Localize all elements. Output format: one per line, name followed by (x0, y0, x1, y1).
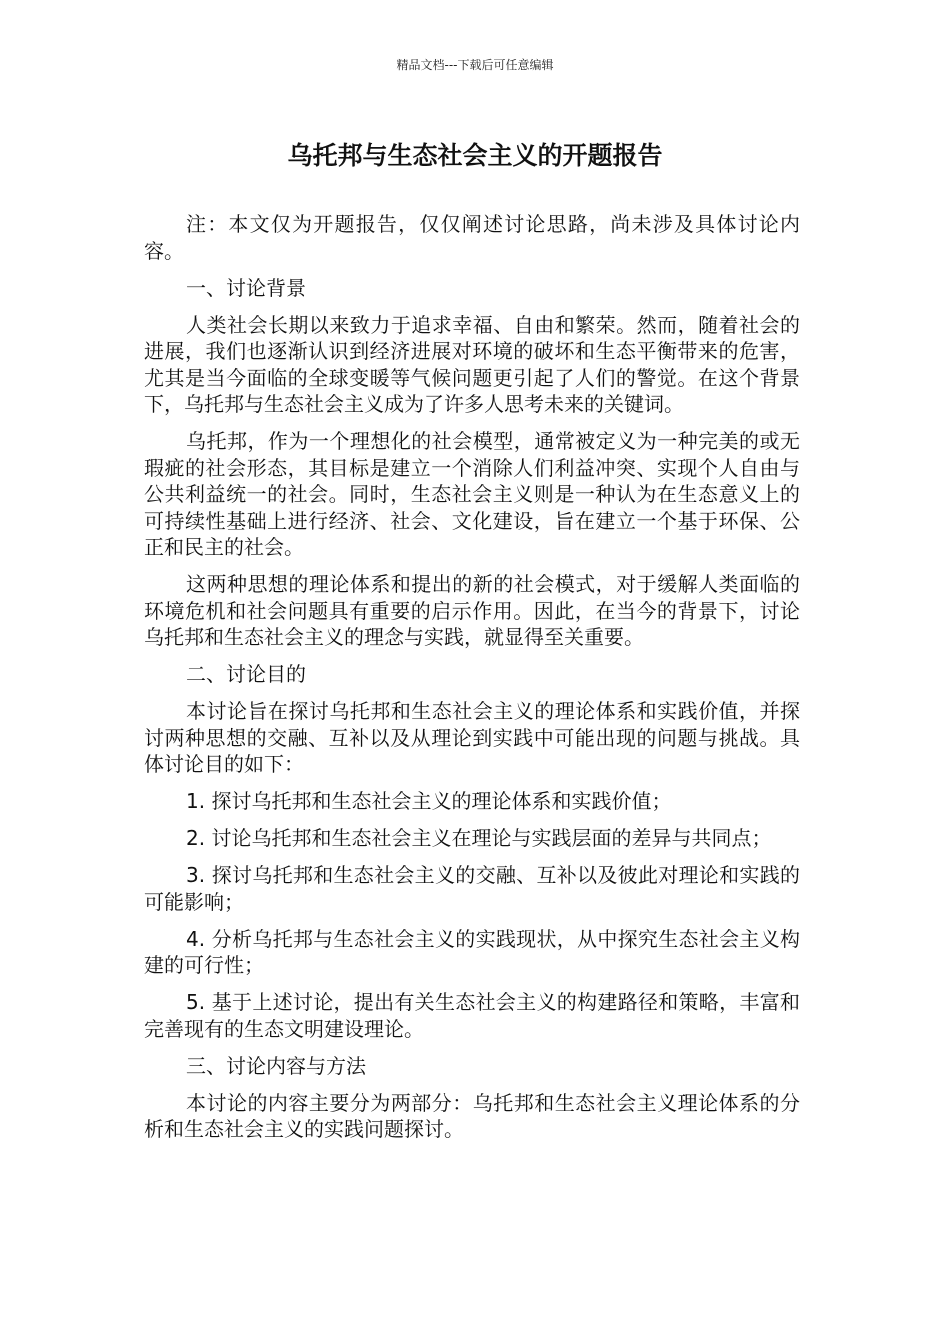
document-body (144, 211, 800, 1153)
purpose-list-item-4: 4. 分析乌托邦与生态社会主义的实践现状，从中探究生态社会主义构建的可行性； (144, 926, 800, 977)
purpose-list-item-5: 5. 基于上述讨论，提出有关生态社会主义的构建路径和策略，丰富和完善现有的生态文明建设理论。 (144, 990, 800, 1041)
document-title: 乌托邦与生态社会主义的开题报告 (287, 141, 663, 170)
purpose-list-item-2: 2. 讨论乌托邦和生态社会主义在理论与实践层面的差异与共同点； (186, 826, 772, 850)
note-paragraph: 注：本文仅为开题报告，仅仅阐述讨论思路，尚未涉及具体讨论内容。 (144, 212, 800, 263)
section-heading-content-method: 三、讨论内容与方法 (186, 1053, 366, 1078)
section-heading-background: 一、讨论背景 (186, 275, 306, 300)
section-heading-purpose: 二、讨论目的 (186, 662, 306, 686)
background-paragraph-3: 这两种思想的理论体系和提出的新的社会模式，对于缓解人类面临的环境危机和社会问题具有重要的启示作用。因此，在当今的背景下，讨论乌托邦和生态社会主义的理念与实践，就显得至关重要。 (144, 572, 800, 649)
purpose-intro-paragraph: 本讨论旨在探讨乌托邦和生态社会主义的理论体系和实践价值，并探讨两种思想的交融、互补以及从理论到实践中可能出现的问题与挑战。具体讨论目的如下： (144, 699, 800, 776)
purpose-list-item-3: 3. 探讨乌托邦和生态社会主义的交融、互补以及彼此对理论和实践的可能影响； (144, 863, 800, 914)
background-paragraph-1: 人类社会长期以来致力于追求幸福、自由和繁荣。然而，随着社会的进展，我们也逐渐认识到经济进展对环境的破坏和生态平衡带来的危害，尤其是当今面临的全球变暖等气候问题更引起了人们的警觉。在这个背景下，乌托邦与生态社会主义成为了许多人思考未来的关键词。 (144, 312, 800, 416)
background-paragraph-2: 乌托邦，作为一个理想化的社会模型，通常被定义为一种完美的或无瑕疵的社会形态，其目标是建立一个消除人们利益冲突、实现个人自由与公共利益统一的社会。同时，生态社会主义则是一种认为在生态意义上的可持续性基础上进行经济、社会、文化建设，旨在建立一个基于环保、公正和民主的社会。 (144, 429, 800, 559)
header-note: 精品文档---下载后可任意编辑 (396, 58, 554, 72)
purpose-list-item-1: 1. 探讨乌托邦和生态社会主义的理论体系和实践价值； (186, 789, 672, 813)
content-paragraph: 本讨论的内容主要分为两部分：乌托邦和生态社会主义理论体系的分析和生态社会主义的实践问题探讨。 (144, 1090, 800, 1141)
